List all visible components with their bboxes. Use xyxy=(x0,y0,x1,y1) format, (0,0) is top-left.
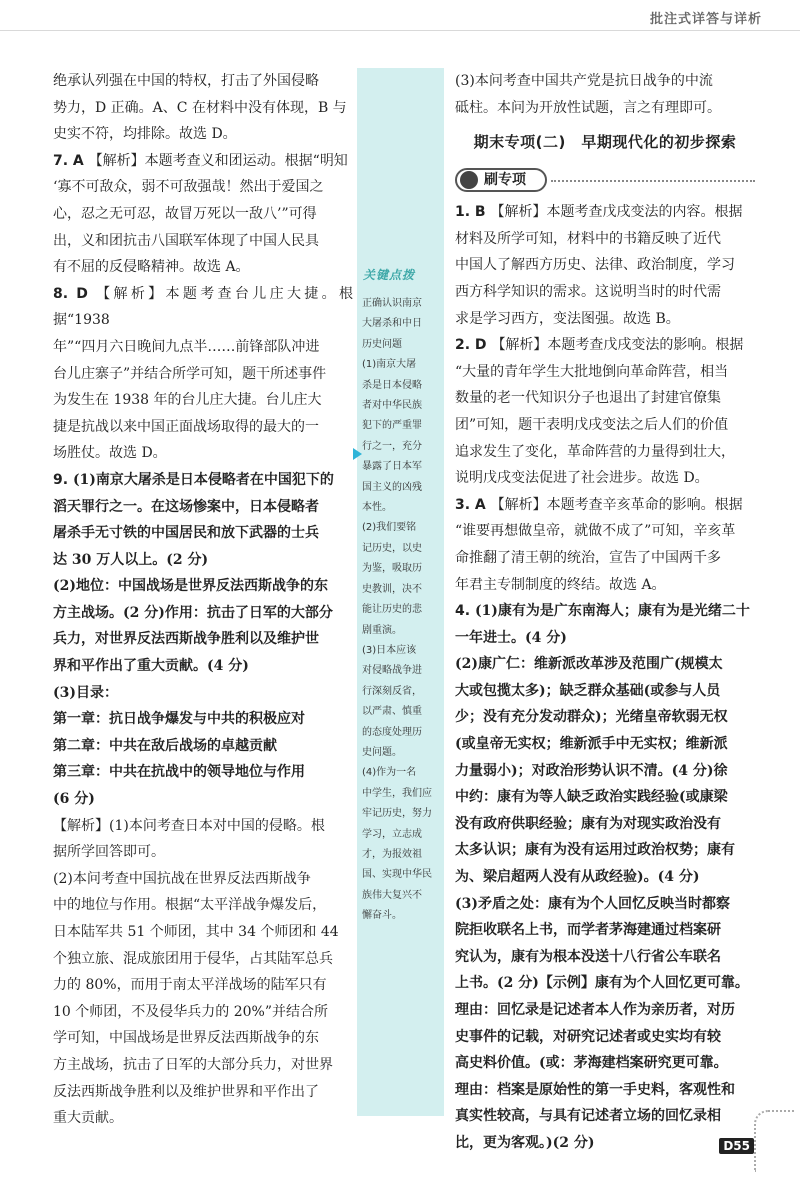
sidebar-line: 历史问题 xyxy=(362,338,402,350)
sidebar-line: 才，为报效祖 xyxy=(362,848,422,860)
line-text: 求是学习西方，变法图强。故选 B。 xyxy=(455,310,680,327)
line-text: 数量的老一代知识分子也退出了封建官僚集 xyxy=(455,390,721,407)
brush-icon xyxy=(460,171,478,189)
text-line xyxy=(53,228,353,255)
sidebar-line: 史教训，决不 xyxy=(362,583,422,595)
text-line xyxy=(53,733,353,760)
answer-number: 4. xyxy=(455,603,475,620)
sidebar-line: 正确认识南京 xyxy=(362,298,422,309)
text-line xyxy=(53,680,353,707)
text-line xyxy=(53,839,353,866)
text-line xyxy=(53,706,353,733)
text-line xyxy=(455,252,755,279)
text-line xyxy=(455,837,755,864)
text-line xyxy=(455,1103,755,1130)
text-line xyxy=(455,758,755,785)
line-text: 比，更为客观。)(2 分) xyxy=(455,1134,595,1151)
sidebar-line: 学习，立志成 xyxy=(362,828,422,840)
line-text: 院拒收联名上书，而学者茅海建通过档案研 xyxy=(455,922,721,939)
sidebar-line: 的态度处理历 xyxy=(362,726,422,738)
line-text: 史事件的记载，对研究记述者或史实均有较 xyxy=(455,1028,721,1045)
line-text: (3)矛盾之处：康有为个人回忆反映当时都察 xyxy=(455,895,730,912)
line-text: 10 个师团，不及侵华兵力的 20%”并结合所 xyxy=(53,1003,328,1020)
line-text: 没有政府供职经验；康有为对现实政治没有 xyxy=(455,815,721,832)
text-line xyxy=(53,68,353,95)
line-text: 达 30 万人以上。(2 分) xyxy=(53,551,209,568)
sidebar-line: (1)南京大屠 xyxy=(362,359,417,371)
text-line xyxy=(53,759,353,786)
text-line: (3)本问考查中国共产党是抗日战争的中流 xyxy=(455,73,713,89)
text-line: 砥柱。本问为开放性试题，言之有理即可。 xyxy=(455,99,721,116)
text-line xyxy=(455,891,755,918)
badge-row xyxy=(455,163,755,197)
text-line xyxy=(53,813,353,840)
text-line xyxy=(455,917,755,944)
sidebar-line: 杀是日本侵略 xyxy=(362,379,422,391)
right-top-text xyxy=(455,68,755,121)
text-line xyxy=(53,174,353,201)
line-text: 【解析】本题考查台儿庄大捷。根据“1938 xyxy=(53,285,353,329)
line-text: 反法西斯战争胜利以及维护世界和平作出了 xyxy=(53,1083,319,1100)
line-text: 【解析】本题考查戊戌变法的内容。根据 xyxy=(490,204,743,221)
text-line xyxy=(455,332,755,359)
text-line xyxy=(455,598,755,625)
line-text: 一年进士。(4 分) xyxy=(455,629,567,646)
header-rule xyxy=(0,30,800,31)
text-line xyxy=(53,946,353,973)
line-text: 据所学回答即可。 xyxy=(53,844,165,861)
line-text: 团”可知，题干表明戊戌变法之后人们的价值 xyxy=(455,416,729,433)
line-text: 材料及所学可知，材料中的书籍反映了近代 xyxy=(455,230,721,247)
line-text: 日本陆军共 51 个师团，其中 34 个师团和 44 xyxy=(53,924,339,940)
line-text: (6 分) xyxy=(53,791,95,808)
badge-label: 刷专项 xyxy=(484,171,526,188)
line-text: 年”“四月六日晚间九点半……前锋部队冲进 xyxy=(53,338,320,355)
shua-badge xyxy=(455,168,547,192)
right-column xyxy=(455,68,755,1157)
text-line xyxy=(455,306,755,333)
line-text: 势力，D 正确。A、C 在材料中没有体现，B 与 xyxy=(53,99,347,116)
answer-number: 7. A xyxy=(53,152,89,169)
line-text: 【解析】本题考查辛亥革命的影响。根据 xyxy=(490,496,743,513)
line-text: (或皇帝无实权；维新派手中无实权；维新派 xyxy=(455,736,728,753)
answer-number: 9. xyxy=(53,471,73,488)
text-line xyxy=(455,1130,755,1157)
sidebar-line: 行深刻反省， xyxy=(362,685,422,697)
header-title: 批注式详答与详析 xyxy=(649,12,762,27)
text-line xyxy=(455,359,755,386)
sidebar-line: 国、实现中华民 xyxy=(362,869,432,881)
line-text: (1)南京大屠杀是日本侵略者在中国犯下的 xyxy=(72,471,334,488)
text-line xyxy=(455,651,755,678)
line-text: 绝承认列强在中国的特权，打击了外国侵略 xyxy=(53,73,319,89)
sidebar-body xyxy=(362,294,442,927)
line-text: 方主战场，抗击了日军的大部分兵力，对世界 xyxy=(53,1056,333,1073)
line-text: (2)本问考查中国抗战在世界反法西斯战争 xyxy=(53,870,311,887)
line-text: 捷是抗战以来中国正面战场取得的最大的一 xyxy=(53,418,319,435)
text-line xyxy=(455,1050,755,1077)
text-line xyxy=(455,625,755,652)
sidebar-line: 本性。 xyxy=(362,502,392,514)
answer-number: 8. D xyxy=(53,285,97,302)
sidebar-line: 族伟大复兴不 xyxy=(362,889,422,901)
line-text: ‘寡不可敌众，弱不可敌强哉！然出于爱国之 xyxy=(53,179,324,196)
text-line xyxy=(53,866,353,893)
sidebar-line: 中学生，我们应 xyxy=(362,787,432,799)
text-line xyxy=(53,573,353,600)
line-text: (2)地位：中国战场是世界反法西斯战争的东 xyxy=(53,578,328,595)
line-text: 【解析】本题考查义和团运动。根据“明知 xyxy=(88,152,348,169)
text-line xyxy=(455,412,755,439)
text-line xyxy=(455,811,755,838)
sidebar-line: 史问题。 xyxy=(362,746,402,758)
line-text: 大或包揽太多)；缺乏群众基础(或参与人员 xyxy=(455,682,721,699)
text-line xyxy=(455,704,755,731)
sidebar-line: 牢记历史，努力 xyxy=(362,808,432,820)
line-text: 【解析】(1)本问考查日本对中国的侵略。根 xyxy=(53,817,325,834)
line-text: 真实性较高，与具有记述者立场的回忆录相 xyxy=(455,1108,721,1125)
text-line xyxy=(53,653,353,680)
line-text: 台儿庄寨子”并结合所学可知，题干所述事件 xyxy=(53,365,327,382)
text-line xyxy=(53,1079,353,1106)
text-line xyxy=(455,226,755,253)
text-line xyxy=(455,492,755,519)
text-line xyxy=(53,121,353,148)
text-line xyxy=(455,864,755,891)
text-line xyxy=(455,784,755,811)
text-line xyxy=(455,279,755,306)
answer-number: 3. A xyxy=(455,496,491,513)
text-line xyxy=(455,970,755,997)
page-number: D55 xyxy=(719,1138,754,1154)
line-text: 年君主专制制度的终结。故选 A。 xyxy=(455,576,666,593)
sidebar-line: (4)作为一名 xyxy=(362,767,417,779)
line-text: 少；没有充分发动群众)；光绪皇帝软弱无权 xyxy=(455,709,728,726)
line-text: 滔天罪行之一。在这场惨案中，日本侵略者 xyxy=(53,498,319,515)
line-text: 重大贡献。 xyxy=(53,1110,123,1127)
line-text: 力量弱小)；对政治形势认识不清。(4 分)徐 xyxy=(455,762,728,779)
line-text: 史实不符，均排除。故选 D。 xyxy=(53,126,237,143)
sidebar-line: 为鉴，吸取历 xyxy=(362,563,422,575)
sidebar-line: 剧重演。 xyxy=(362,624,402,636)
line-text: (3)目录： xyxy=(53,684,118,701)
sidebar-line: 行之一，充分 xyxy=(362,440,422,452)
text-line xyxy=(53,626,353,653)
dotted-divider xyxy=(551,180,755,182)
line-text: (1)康有为是广东南海人；康有为是光绪二十 xyxy=(474,603,750,620)
line-text: 屠杀手无寸铁的中国居民和放下武器的士兵 xyxy=(53,525,319,542)
text-line xyxy=(53,1052,353,1079)
sidebar-line: 对侵略战争进 xyxy=(362,665,422,677)
line-text: 为、梁启超两人没有从政经验)。(4 分) xyxy=(455,869,700,886)
text-line xyxy=(455,545,755,572)
line-text: 心，忍之无可忍，故冒万死以一敌八’”可得 xyxy=(53,205,317,222)
sidebar-line: 大屠杀和中日 xyxy=(362,318,422,330)
text-line xyxy=(53,414,353,441)
line-text: “大量的青年学生大批地倒向革命阵营，相当 xyxy=(455,363,729,380)
sidebar-line: 以严肃、慎重 xyxy=(362,706,422,718)
arrow-pointer-icon xyxy=(353,448,362,460)
line-text: (2)康广仁：维新派改革涉及范围广(规模太 xyxy=(455,656,723,673)
text-line xyxy=(455,518,755,545)
text-line xyxy=(53,387,353,414)
line-text: 第一章：抗日战争爆发与中共的积极应对 xyxy=(53,711,305,728)
text-line xyxy=(53,520,353,547)
text-line xyxy=(455,439,755,466)
text-line xyxy=(455,465,755,492)
line-text: 方主战场。(2 分)作用：抗击了日军的大部分 xyxy=(53,604,333,621)
text-line xyxy=(53,148,353,175)
text-line xyxy=(455,997,755,1024)
answer-number: 2. D xyxy=(455,337,492,354)
sidebar-line: 暴露了日本军 xyxy=(362,461,422,473)
sidebar-title: 关键点拨 xyxy=(363,268,416,282)
text-line xyxy=(53,334,353,361)
sidebar-line: 懈奋斗。 xyxy=(362,910,402,922)
line-text: 个独立旅、混成旅团用于侵华，占其陆军总兵 xyxy=(53,950,333,967)
line-text: 有不屈的反侵略精神。故选 A。 xyxy=(53,259,250,276)
text-line xyxy=(53,919,353,946)
line-text: 中的地位与作用。根据“太平洋战争爆发后， xyxy=(53,897,327,914)
line-text: 学可知，中国战场是世界反法西斯战争的东 xyxy=(53,1030,319,1047)
text-line xyxy=(53,494,353,521)
text-line xyxy=(53,892,353,919)
line-text: 第三章：中共在抗战中的领导地位与作用 xyxy=(53,764,305,781)
line-text: 为发生在 1938 年的台儿庄大捷。台儿庄大 xyxy=(53,392,322,409)
line-text: 界和平作出了重大贡献。(4 分) xyxy=(53,658,249,675)
text-line xyxy=(455,1077,755,1104)
left-column xyxy=(53,68,353,1132)
text-line xyxy=(455,199,755,226)
sidebar-line: (2)我们要铭 xyxy=(362,522,417,534)
sidebar-line: 犯下的严重罪 xyxy=(362,420,422,432)
line-text: 理由：档案是原始性的第一手史料，客观性和 xyxy=(455,1081,735,1098)
sidebar-line: 者对中华民族 xyxy=(362,400,422,412)
line-text: 说明戊戌变法促进了社会进步。故选 D。 xyxy=(455,470,709,487)
sidebar-line: 国主义的凶残 xyxy=(362,481,422,493)
text-line xyxy=(53,281,353,334)
line-text: 出，义和团抗击八国联军体现了中国人民具 xyxy=(53,232,319,249)
line-text: 上书。(2 分)【示例】康有为个人回忆更可靠。 xyxy=(455,975,749,992)
answer-number: 1. B xyxy=(455,204,491,221)
text-line xyxy=(53,95,353,122)
text-line xyxy=(455,385,755,412)
line-text: 太多认识；康有为没有运用过政治权势；康有 xyxy=(455,842,735,859)
text-line xyxy=(53,600,353,627)
text-line xyxy=(53,254,353,281)
line-text: 场胜仗。故选 D。 xyxy=(53,445,167,462)
line-text: 理由：回忆录是记述者本人作为亲历者，对历 xyxy=(455,1002,735,1018)
sidebar-line: 能让历史的悲 xyxy=(362,604,422,616)
text-line xyxy=(455,678,755,705)
text-line xyxy=(455,1024,755,1051)
text-line xyxy=(455,731,755,758)
line-text: “谁要再想做皇帝，就做不成了”可知，辛亥革 xyxy=(455,523,736,540)
line-text: 究认为，康有为根本没送十八行省公车联名 xyxy=(455,948,721,965)
text-line xyxy=(53,547,353,574)
line-text: 西方科学知识的需求。这说明当时的时代需 xyxy=(455,283,721,300)
corner-decoration xyxy=(754,1110,794,1172)
line-text: 追求发生了变化，革命阵营的力量得到壮大， xyxy=(455,443,735,460)
line-text: 中国人了解西方历史、法律、政治制度，学习 xyxy=(455,257,735,274)
sidebar-line: 记历史，以史 xyxy=(362,542,422,554)
line-text: 力的 80%，而用于南太平洋战场的陆军只有 xyxy=(53,977,327,994)
text-line xyxy=(53,201,353,228)
text-line xyxy=(53,1025,353,1052)
text-line xyxy=(455,572,755,599)
line-text: 高史料价值。(或：茅海建档案研究更可靠。 xyxy=(455,1055,728,1072)
text-line xyxy=(53,1105,353,1132)
text-line xyxy=(53,361,353,388)
right-answers xyxy=(455,199,755,1156)
text-line xyxy=(53,999,353,1026)
text-line xyxy=(53,467,353,494)
text-line xyxy=(53,972,353,999)
line-text: 中约：康有为等人缺乏政治实践经验(或康梁 xyxy=(455,789,728,806)
line-text: 兵力，对世界反法西斯战争胜利以及维护世 xyxy=(53,631,319,648)
line-text: 【解析】本题考查戊戌变法的影响。根据 xyxy=(491,337,744,354)
line-text: 第二章：中共在敌后战场的卓越贡献 xyxy=(53,737,277,754)
sidebar-line: (3)日本应该 xyxy=(362,644,417,656)
line-text: 命推翻了清王朝的统治，宣告了中国两千多 xyxy=(455,549,721,566)
text-line xyxy=(455,944,755,971)
text-line xyxy=(53,786,353,813)
text-line xyxy=(53,440,353,467)
section-title: 期末专项(二) 早期现代化的初步探索 xyxy=(473,133,737,152)
